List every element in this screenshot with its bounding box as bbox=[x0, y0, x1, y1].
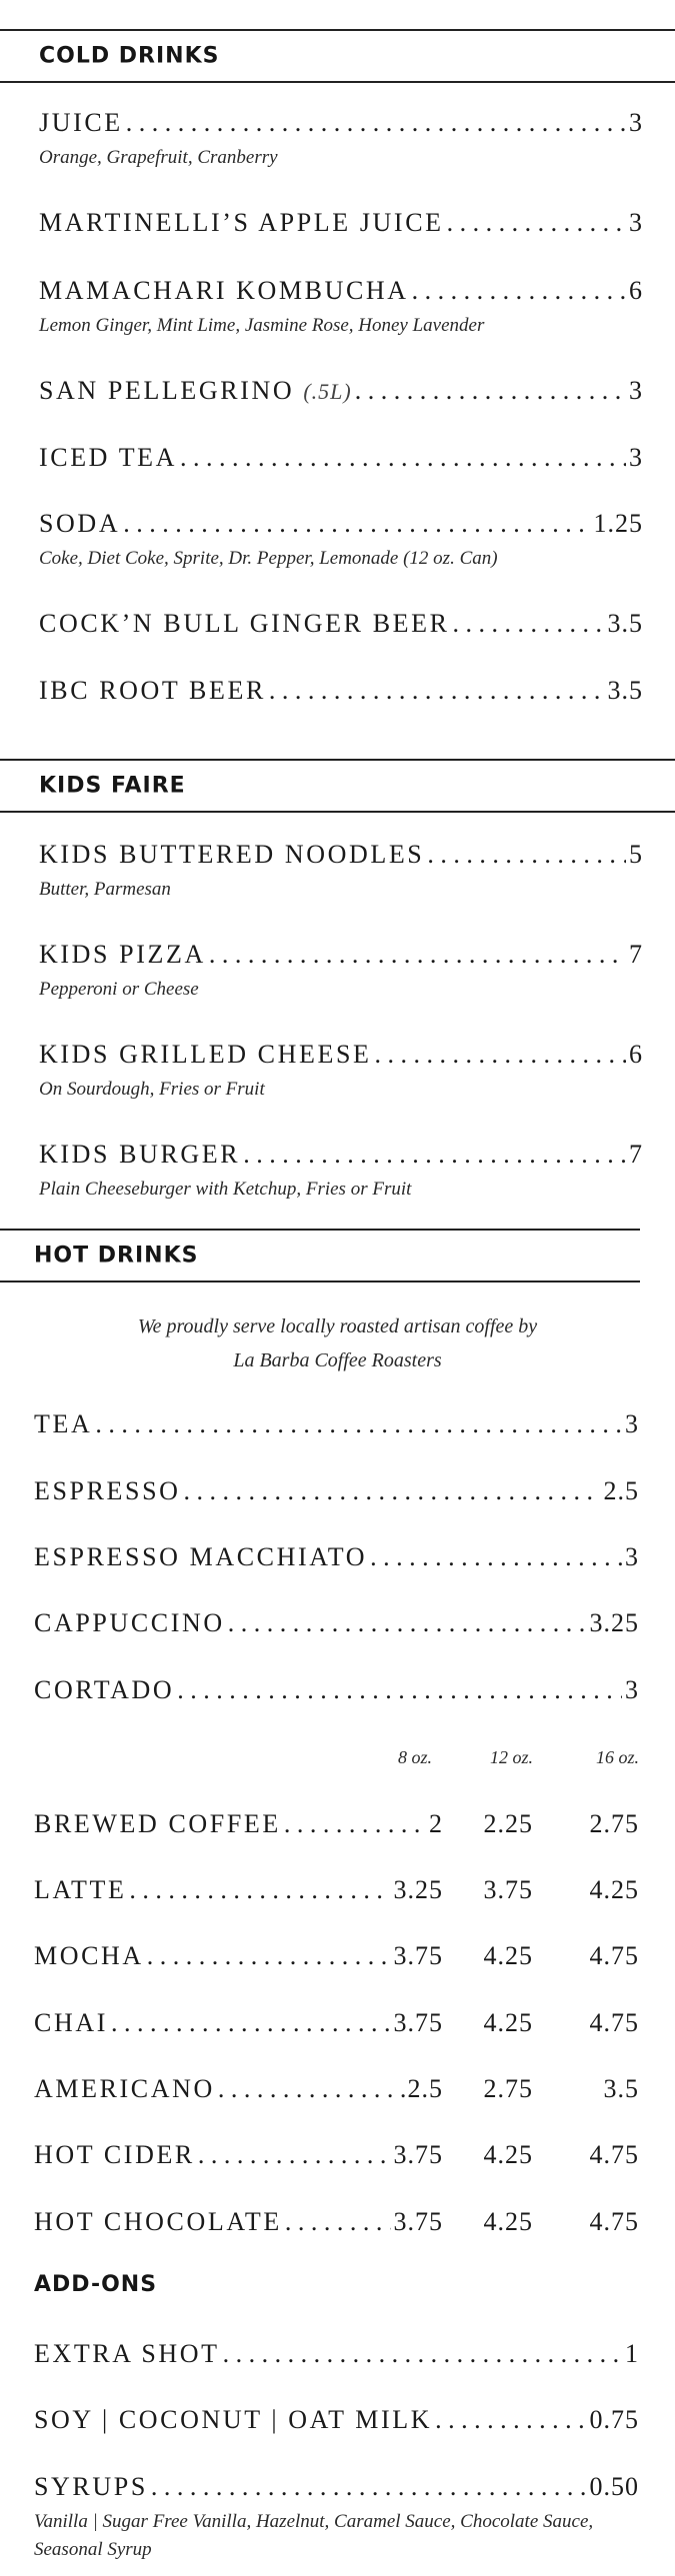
item-price: 3.25 bbox=[589, 1608, 639, 1637]
menu-item-san-pellegrino bbox=[39, 376, 643, 406]
item-price: 1 bbox=[625, 2339, 639, 2368]
item-name: KIDS GRILLED CHEESE bbox=[39, 1040, 372, 1069]
item-name: ESPRESSO bbox=[34, 1476, 181, 1505]
item-name: CAPPUCCINO bbox=[34, 1608, 225, 1637]
item-name: SOY | COCONUT | OAT MILK bbox=[34, 2405, 433, 2434]
dot-leader bbox=[111, 2008, 391, 2038]
size-header-row bbox=[0, 1747, 675, 1777]
item-price: 3 bbox=[625, 1675, 639, 1704]
section-title: COLD DRINKS bbox=[39, 43, 220, 69]
dot-leader bbox=[147, 1941, 391, 1971]
item-price: 6 bbox=[629, 1040, 643, 1069]
item-name: HOT CHOCOLATE bbox=[34, 2207, 282, 2236]
item-price: 6 bbox=[629, 276, 643, 305]
price-12oz: 4.25 bbox=[483, 2008, 533, 2037]
price-8oz: 2.5 bbox=[407, 2074, 443, 2103]
price-12oz: 2.75 bbox=[483, 2074, 533, 2103]
dot-leader bbox=[269, 676, 605, 706]
item-name bbox=[39, 376, 352, 406]
menu-item-kids-pizza bbox=[39, 940, 643, 1004]
item-name: TEA bbox=[34, 1409, 93, 1438]
coffee-row bbox=[34, 2207, 639, 2243]
dot-leader bbox=[370, 1542, 622, 1572]
item-name: MAMACHARI KOMBUCHA bbox=[39, 276, 409, 305]
item-price: 3 bbox=[629, 443, 643, 472]
price-16oz: 4.75 bbox=[589, 1941, 639, 1970]
dot-leader bbox=[177, 1675, 622, 1705]
dot-leader bbox=[184, 1476, 601, 1506]
item-price: 5 bbox=[629, 840, 643, 869]
item-name: MARTINELLI’S APPLE JUICE bbox=[39, 208, 444, 237]
dot-leader bbox=[129, 1875, 390, 1905]
price-16oz: 4.75 bbox=[589, 2207, 639, 2236]
item-price: 0.50 bbox=[589, 2472, 639, 2501]
dot-leader bbox=[228, 1608, 587, 1638]
section-title: KIDS FAIRE bbox=[39, 773, 186, 799]
item-name: KIDS PIZZA bbox=[39, 940, 206, 969]
dot-leader bbox=[284, 1809, 426, 1839]
price-8oz: 3.75 bbox=[393, 2140, 443, 2169]
menu-item-soda bbox=[39, 509, 643, 573]
menu-item-kids-noodles bbox=[39, 840, 643, 904]
price-12oz: 4.25 bbox=[483, 2207, 533, 2236]
price-12oz: 3.75 bbox=[483, 1875, 533, 1904]
item-name: COCK’N BULL GINGER BEER bbox=[39, 609, 450, 638]
coffee-row bbox=[34, 2140, 639, 2176]
item-name: IBC ROOT BEER bbox=[39, 676, 266, 705]
item-description: Lemon Ginger, Mint Lime, Jasmine Rose, Honey Lavender bbox=[39, 315, 485, 336]
note-line: We proudly serve locally roasted artisan coffee by bbox=[137, 1315, 538, 1337]
section-title: HOT DRINKS bbox=[34, 1243, 199, 1269]
coffee-row bbox=[34, 2008, 639, 2044]
item-price: 7 bbox=[629, 940, 643, 969]
coffee-row bbox=[34, 2074, 639, 2110]
item-name: KIDS BUTTERED NOODLES bbox=[39, 840, 425, 869]
item-description: Pepperoni or Cheese bbox=[39, 979, 199, 1000]
item-name-text: SAN PELLEGRINO bbox=[39, 376, 295, 405]
dot-leader bbox=[243, 1140, 626, 1170]
item-name: AMERICANO bbox=[34, 2074, 215, 2103]
menu-item-martinellis bbox=[39, 208, 643, 238]
item-name: BREWED COFFEE bbox=[34, 1809, 281, 1838]
menu-item-kids-burger bbox=[39, 1140, 643, 1204]
item-price: 0.75 bbox=[589, 2405, 639, 2434]
dot-leader bbox=[223, 2339, 622, 2369]
price-16oz: 2.75 bbox=[589, 1809, 639, 1838]
price-12oz: 2.25 bbox=[483, 1809, 533, 1838]
item-price: 3 bbox=[629, 208, 643, 237]
item-name: ICED TEA bbox=[39, 443, 178, 472]
price-16oz: 4.75 bbox=[589, 2008, 639, 2037]
cold-drinks-header bbox=[0, 29, 675, 83]
menu-item-root-beer bbox=[39, 676, 643, 706]
dot-leader bbox=[151, 2472, 587, 2502]
dot-leader bbox=[355, 376, 626, 406]
menu-item-juice bbox=[39, 108, 643, 172]
price-8oz: 3.75 bbox=[393, 2008, 443, 2037]
size-label: 8 oz. bbox=[397, 1747, 432, 1767]
menu-item-kombucha bbox=[39, 276, 643, 340]
menu-item-cortado bbox=[34, 1675, 639, 1705]
item-description: Vanilla | Sugar Free Vanilla, Hazelnut, Caramel Sauce, Chocolate Sauce, Seasonal Syrup bbox=[34, 2511, 594, 2560]
price-8oz: 3.25 bbox=[393, 1875, 443, 1904]
coffee-roaster-note bbox=[0, 1309, 675, 1377]
item-name: SODA bbox=[39, 509, 121, 538]
price-8oz: 3.75 bbox=[393, 1941, 443, 1970]
item-description: Orange, Grapefruit, Cranberry bbox=[39, 147, 278, 168]
dot-leader bbox=[123, 509, 590, 539]
kids-faire-header bbox=[0, 759, 675, 813]
item-name: CHAI bbox=[34, 2008, 108, 2037]
item-price: 1.25 bbox=[593, 509, 643, 538]
item-price: 3 bbox=[629, 108, 643, 137]
menu-item-extra-shot bbox=[34, 2339, 639, 2369]
dot-leader bbox=[180, 443, 626, 473]
item-price: 2.5 bbox=[603, 1476, 639, 1505]
item-name: KIDS BURGER bbox=[39, 1140, 241, 1169]
item-name: SYRUPS bbox=[34, 2472, 148, 2501]
hot-drinks-header bbox=[0, 1229, 640, 1283]
menu-item-espresso bbox=[34, 1476, 639, 1506]
item-name: LATTE bbox=[34, 1875, 127, 1904]
price-16oz: 4.25 bbox=[589, 1875, 639, 1904]
price-8oz: 3.75 bbox=[393, 2207, 443, 2236]
dot-leader bbox=[412, 276, 626, 306]
item-description: On Sourdough, Fries or Fruit bbox=[39, 1079, 265, 1100]
dot-leader bbox=[209, 940, 626, 970]
price-12oz: 4.25 bbox=[483, 2140, 533, 2169]
size-label: 16 oz. bbox=[595, 1747, 639, 1767]
item-name: JUICE bbox=[39, 108, 123, 137]
menu-item-tea bbox=[34, 1409, 639, 1439]
coffee-row bbox=[34, 1875, 639, 1911]
item-description: Coke, Diet Coke, Sprite, Dr. Pepper, Lemonade (12 oz. Can) bbox=[39, 548, 498, 569]
item-name: HOT CIDER bbox=[34, 2140, 195, 2169]
item-price: 3 bbox=[625, 1409, 639, 1438]
item-name: MOCHA bbox=[34, 1941, 144, 1970]
menu-item-kids-grilled-cheese bbox=[39, 1040, 643, 1104]
note-line: La Barba Coffee Roasters bbox=[233, 1349, 442, 1371]
menu-item-syrups bbox=[34, 2472, 639, 2564]
item-name: ESPRESSO MACCHIATO bbox=[34, 1542, 368, 1571]
menu-item-espresso-macchiato bbox=[34, 1542, 639, 1572]
dot-leader bbox=[198, 2140, 391, 2170]
price-16oz: 4.75 bbox=[589, 2140, 639, 2169]
dot-leader bbox=[218, 2074, 405, 2104]
item-name: EXTRA SHOT bbox=[34, 2339, 220, 2368]
item-price: 3.5 bbox=[607, 609, 643, 638]
menu-item-ginger-beer bbox=[39, 609, 643, 639]
item-description: Butter, Parmesan bbox=[39, 879, 171, 900]
size-label: 12 oz. bbox=[489, 1747, 533, 1767]
item-price: 3.5 bbox=[607, 676, 643, 705]
menu-item-cappuccino bbox=[34, 1608, 639, 1638]
price-8oz: 2 bbox=[429, 1809, 443, 1838]
item-price: 3 bbox=[629, 376, 643, 405]
dot-leader bbox=[447, 208, 626, 238]
add-ons-title: ADD-ONS bbox=[34, 2272, 158, 2297]
dot-leader bbox=[427, 840, 626, 870]
coffee-row bbox=[34, 1809, 639, 1845]
coffee-row bbox=[34, 1941, 639, 1977]
dot-leader bbox=[375, 1040, 627, 1070]
menu-item-iced-tea bbox=[39, 443, 643, 473]
item-name: CORTADO bbox=[34, 1675, 175, 1704]
dot-leader bbox=[435, 2405, 586, 2435]
price-16oz: 3.5 bbox=[603, 2074, 639, 2103]
menu-item-milk-alternatives bbox=[34, 2405, 639, 2435]
item-price: 7 bbox=[629, 1140, 643, 1169]
price-12oz: 4.25 bbox=[483, 1941, 533, 1970]
item-size-note: (.5L) bbox=[303, 379, 352, 404]
dot-leader bbox=[95, 1409, 622, 1439]
item-description: Plain Cheeseburger with Ketchup, Fries or Fruit bbox=[39, 1179, 412, 1200]
dot-leader bbox=[453, 609, 605, 639]
item-price: 3 bbox=[625, 1542, 639, 1571]
dot-leader bbox=[126, 108, 626, 138]
dot-leader bbox=[285, 2207, 391, 2237]
